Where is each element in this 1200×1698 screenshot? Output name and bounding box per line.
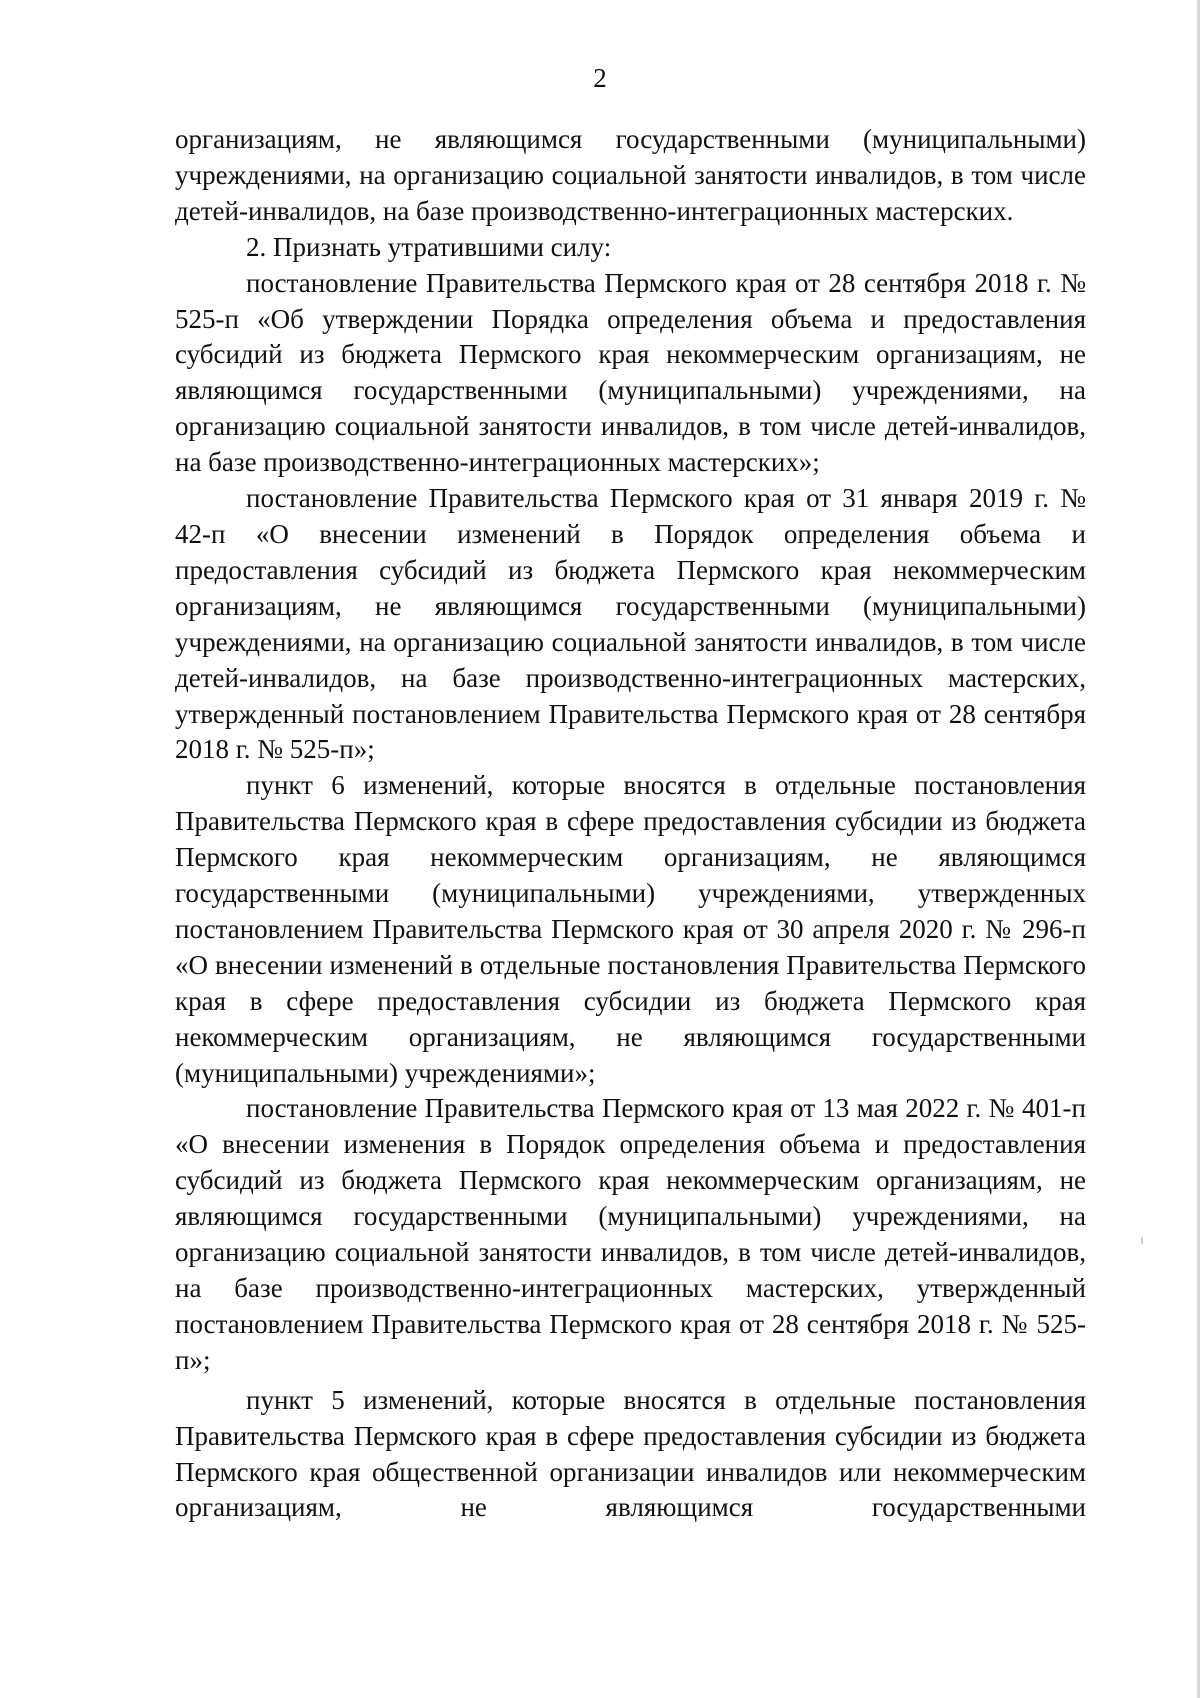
paragraph-resolution-525: постановление Правительства Пермского края от 28 сентября 2018 г. № 525-п «Об утверждении Порядка определения объема и предоставления субсидий из бюджета Пермского края некоммерческим организациям, не являющимся государственными (муниципальными) учреждениями, на организацию социальной занятости инвалидов, в том числе детей-инвалидов, на базе производственно-интеграционных мастерских»; [175, 267, 1086, 478]
document-body [175, 122, 1086, 1526]
paragraph-resolution-42: постановление Правительства Пермского края от 31 января 2019 г. № 42-п «О внесении изменений в Порядок определения объема и предоставления субсидий из бюджета Пермского края некоммерческим организациям, не являющимся государственными (муниципальными) учреждениями, на организацию социальной занятости инвалидов, в том числе детей-инвалидов, на базе производственно-интеграционных мастерских, утвержденный постановлением Правительства Пермского края от 28 сентября 2018 г. № 525-п»; [175, 483, 1086, 765]
paragraph-item-2: 2. Признать утратившими силу: [246, 231, 612, 262]
paragraph-resolution-401: постановление Правительства Пермского края от 13 мая 2022 г. № 401-п «О внесении изменения в Порядок определения объема и предоставления субсидий из бюджета Пермского края некоммерческим организациям, не являющимся государственными (муниципальными) учреждениями, на организацию социальной занятости инвалидов, в том числе детей-инвалидов, на базе производственно-интеграционных мастерских, утвержденный постановлением Правительства Пермского края от 28 сентября 2018 г. № 525-п»; [175, 1093, 1086, 1375]
paragraph-clause-5: пункт 5 изменений, которые вносятся в отдельные постановления Правительства Пермского края в сфере предоставления субсидии из бюджета Пермского края общественной организации инвалидов или некоммерческим организациям, не являющимся государственными [175, 1384, 1086, 1523]
paragraph-clause-6: пункт 6 изменений, которые вносятся в отдельные постановления Правительства Пермского края в сфере предоставления субсидии из бюджета Пермского края некоммерческим организациям, не являющимся государственными (муниципальными) учреждениями, утвержденных постановлением Правительства Пермского края от 30 апреля 2020 г. № 296-п «О внесении изменений в отдельные постановления Правительства Пермского края в сфере предоставления субсидии из бюджета Пермского края некоммерческим организациям, не являющимся государственными (муниципальными) учреждениями»; [175, 770, 1086, 1088]
paragraph-continuation: организациям, не являющимся государственными (муниципальными) учреждениями, на организацию социальной занятости инвалидов, в том числе детей-инвалидов, на базе производственно-интеграционных мастерских. [175, 124, 1086, 226]
page-number: 2 [593, 63, 607, 93]
scan-speck [1141, 1237, 1143, 1244]
